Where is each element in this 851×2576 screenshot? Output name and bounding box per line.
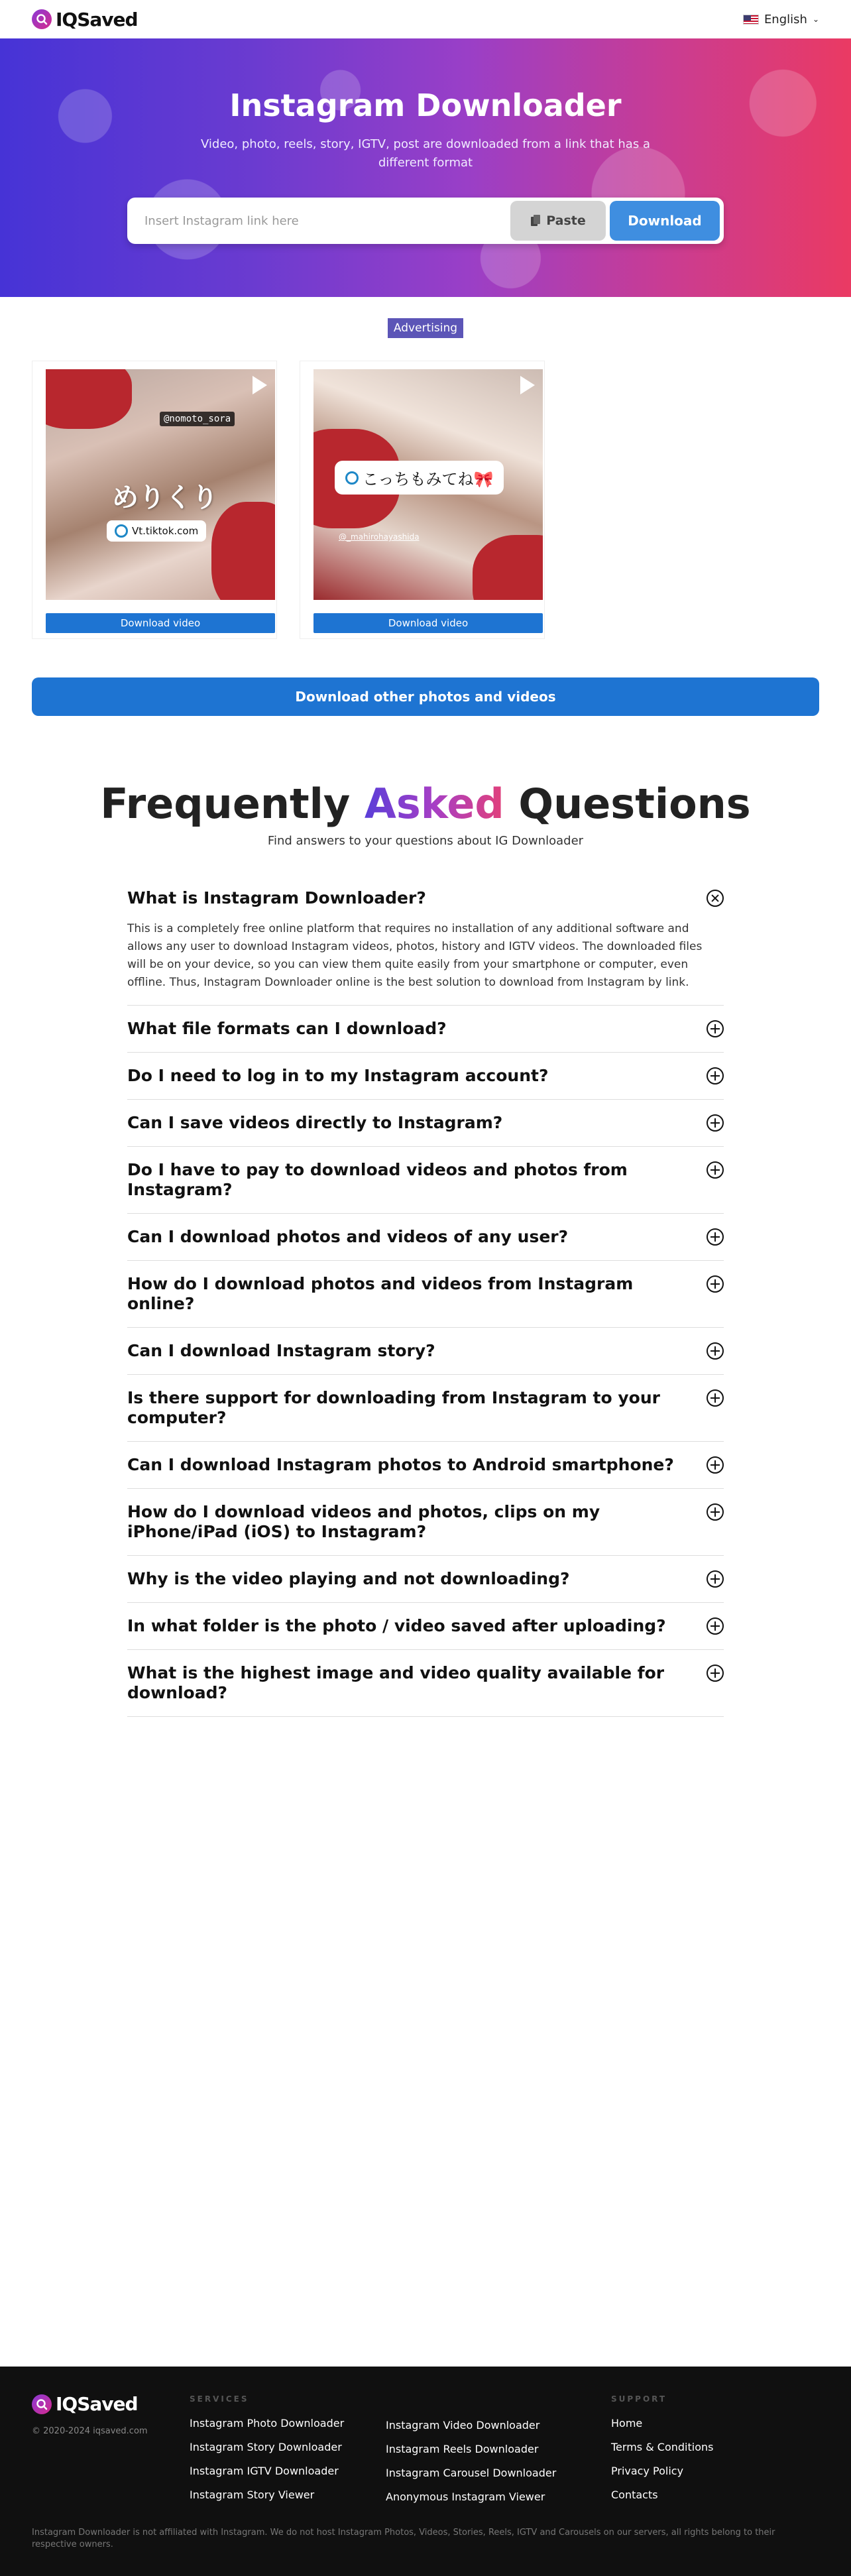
faq-list [127, 875, 724, 1717]
video-handle-tag: @nomoto_sora [160, 412, 235, 426]
faq-question-row[interactable] [127, 1066, 724, 1086]
faq-question-row[interactable] [127, 1019, 724, 1039]
footer-link[interactable]: Contacts [611, 2488, 658, 2501]
site-footer [0, 2367, 851, 2576]
play-icon[interactable] [520, 376, 535, 394]
faq-question: What is the highest image and video quality available for download? [127, 1663, 665, 1702]
faq-question: In what folder is the photo / video saved after uploading? [127, 1616, 666, 1635]
faq-question: Can I download photos and videos of any user? [127, 1227, 569, 1246]
faq-question-row[interactable] [127, 1274, 724, 1314]
download-button[interactable]: Download [610, 201, 720, 241]
download-video-button[interactable]: Download video [46, 613, 275, 633]
play-icon[interactable] [253, 376, 267, 394]
faq-question: Can I save videos directly to Instagram? [127, 1113, 503, 1132]
video-link-text: Vt.tiktok.com [132, 525, 199, 537]
faq-item[interactable] [127, 1650, 724, 1717]
faq-item[interactable] [127, 1053, 724, 1100]
video-thumbnail[interactable] [46, 369, 275, 600]
footer-link[interactable]: Instagram Photo Downloader [190, 2417, 345, 2430]
faq-question: What file formats can I download? [127, 1019, 447, 1038]
faq-question-row[interactable] [127, 1113, 724, 1133]
download-other-button[interactable]: Download other photos and videos [32, 677, 819, 716]
faq-item[interactable] [127, 875, 724, 1006]
video-overlay-text: こっちもみてね🎀 [363, 470, 494, 489]
hero-title: Instagram Downloader [229, 88, 622, 123]
footer-link[interactable]: Anonymous Instagram Viewer [386, 2490, 545, 2503]
expand-icon[interactable] [707, 1275, 724, 1293]
hero-section [0, 38, 851, 297]
faq-item[interactable] [127, 1375, 724, 1442]
footer-brand-name: IQSaved [56, 2393, 138, 2415]
faq-question: Do I have to pay to download videos and photos from Instagram? [127, 1160, 628, 1199]
link-icon [115, 524, 128, 538]
expand-icon[interactable] [707, 1617, 724, 1635]
faq-question-row[interactable] [127, 1160, 724, 1200]
footer-link[interactable]: Instagram Carousel Downloader [386, 2467, 557, 2479]
footer-link[interactable]: Privacy Policy [611, 2465, 684, 2477]
faq-question-row[interactable] [127, 1227, 724, 1247]
footer-services-col1 [190, 2394, 344, 2512]
chevron-down-icon: ⌄ [812, 15, 819, 24]
faq-title-part2: Questions [518, 780, 751, 828]
language-label: English [764, 12, 807, 27]
expand-icon[interactable] [707, 1665, 724, 1682]
footer-link[interactable]: Instagram Story Downloader [190, 2441, 342, 2453]
faq-item[interactable] [127, 1214, 724, 1261]
faq-question: Can I download Instagram photos to Android smartphone? [127, 1455, 674, 1474]
video-thumbnail[interactable] [313, 369, 543, 600]
footer-logo[interactable] [32, 2393, 138, 2415]
paste-button[interactable] [510, 201, 606, 241]
video-overlay-text: めりくり [112, 483, 218, 513]
top-header [0, 0, 851, 38]
footer-copyright: © 2020-2024 iqsaved.com [32, 2426, 148, 2436]
footer-services-col2 [386, 2419, 556, 2514]
faq-question-row[interactable] [127, 888, 724, 908]
link-input[interactable] [144, 214, 510, 228]
expand-icon[interactable] [707, 1456, 724, 1474]
faq-item[interactable] [127, 1556, 724, 1603]
language-selector[interactable] [743, 13, 819, 27]
faq-item[interactable] [127, 1100, 724, 1147]
footer-link[interactable]: Terms & Conditions [611, 2441, 714, 2453]
footer-services-heading: SERVICES [190, 2394, 249, 2404]
faq-question-row[interactable] [127, 1455, 724, 1475]
faq-title-part1: Frequently [100, 780, 351, 828]
footer-link[interactable]: Instagram Video Downloader [386, 2419, 540, 2431]
link-search-box [127, 198, 724, 244]
video-card [32, 361, 277, 639]
faq-item[interactable] [127, 1261, 724, 1328]
video-overlay-tag [335, 461, 504, 495]
faq-question-row[interactable] [127, 1616, 724, 1636]
logo-icon [32, 2394, 52, 2414]
expand-icon[interactable] [707, 1020, 724, 1037]
expand-icon[interactable] [707, 1570, 724, 1588]
logo-icon [32, 9, 52, 29]
expand-icon[interactable] [707, 1161, 724, 1179]
download-video-button[interactable]: Download video [313, 613, 543, 633]
expand-icon[interactable] [707, 1228, 724, 1246]
advertising-label: Advertising [388, 318, 463, 338]
expand-icon[interactable] [707, 1389, 724, 1407]
faq-question: Why is the video playing and not downloading? [127, 1569, 570, 1588]
faq-item[interactable] [127, 1006, 724, 1053]
faq-item[interactable] [127, 1147, 724, 1214]
footer-link[interactable]: Instagram Story Viewer [190, 2488, 315, 2501]
footer-link[interactable]: Instagram Reels Downloader [386, 2443, 539, 2455]
video-card [300, 361, 545, 639]
faq-answer: This is a completely free online platform that requires no installation of any additional software and allows any user to download Instagram videos, photos, history and IGTV videos. The downloaded files will be on your device, so you can view them quite easily from your smartphone or computer, even offline. Thus, Instagram Downloader online is the best solution to download from Instagram by link. [127, 922, 703, 989]
footer-support-col [611, 2394, 713, 2512]
faq-question: How do I download photos and videos from Instagram online? [127, 1274, 634, 1313]
faq-question-row[interactable] [127, 1663, 724, 1703]
faq-question: Do I need to log in to my Instagram account? [127, 1066, 549, 1085]
faq-item[interactable] [127, 1328, 724, 1375]
brand-name: IQSaved [56, 8, 138, 30]
faq-question-row[interactable] [127, 1502, 724, 1542]
faq-question: How do I download videos and photos, clips on my iPhone/iPad (iOS) to Instagram? [127, 1502, 600, 1541]
footer-disclaimer: Instagram Downloader is not affiliated with Instagram. We do not host Instagram Photos, Videos, Stories, Reels, IGTV and Carousels on our servers, all rights belong to their respective owners. [32, 2528, 775, 2549]
video-link-tag [107, 520, 206, 542]
faq-question: Is there support for downloading from Instagram to your computer? [127, 1388, 660, 1427]
clipboard-icon [530, 215, 541, 227]
faq-item[interactable] [127, 1442, 724, 1489]
faq-question-row[interactable] [127, 1569, 724, 1589]
faq-title [0, 780, 851, 828]
expand-icon[interactable] [707, 1342, 724, 1360]
footer-link[interactable]: Instagram IGTV Downloader [190, 2465, 339, 2477]
expand-icon[interactable] [707, 1114, 724, 1132]
site-logo[interactable] [32, 9, 138, 30]
faq-question-row[interactable] [127, 1388, 724, 1428]
faq-subtitle: Find answers to your questions about IG Downloader [267, 834, 584, 848]
faq-title-accent: Asked [364, 780, 504, 828]
faq-item[interactable] [127, 1603, 724, 1650]
collapse-icon[interactable] [707, 890, 724, 907]
faq-question: What is Instagram Downloader? [127, 888, 426, 907]
paste-label: Paste [546, 213, 586, 228]
link-icon [345, 471, 359, 485]
us-flag-icon [743, 15, 759, 25]
faq-question-row[interactable] [127, 1341, 724, 1361]
faq-question: Can I download Instagram story? [127, 1341, 435, 1360]
expand-icon[interactable] [707, 1067, 724, 1084]
hero-subtitle: Video, photo, reels, story, IGTV, post are downloaded from a link that has a different format [201, 137, 650, 170]
video-handle-tag: @_mahirohayashida [339, 532, 420, 542]
expand-icon[interactable] [707, 1503, 724, 1521]
faq-item[interactable] [127, 1489, 724, 1556]
footer-link[interactable]: Home [611, 2417, 643, 2430]
footer-support-heading: SUPPORT [611, 2394, 667, 2404]
